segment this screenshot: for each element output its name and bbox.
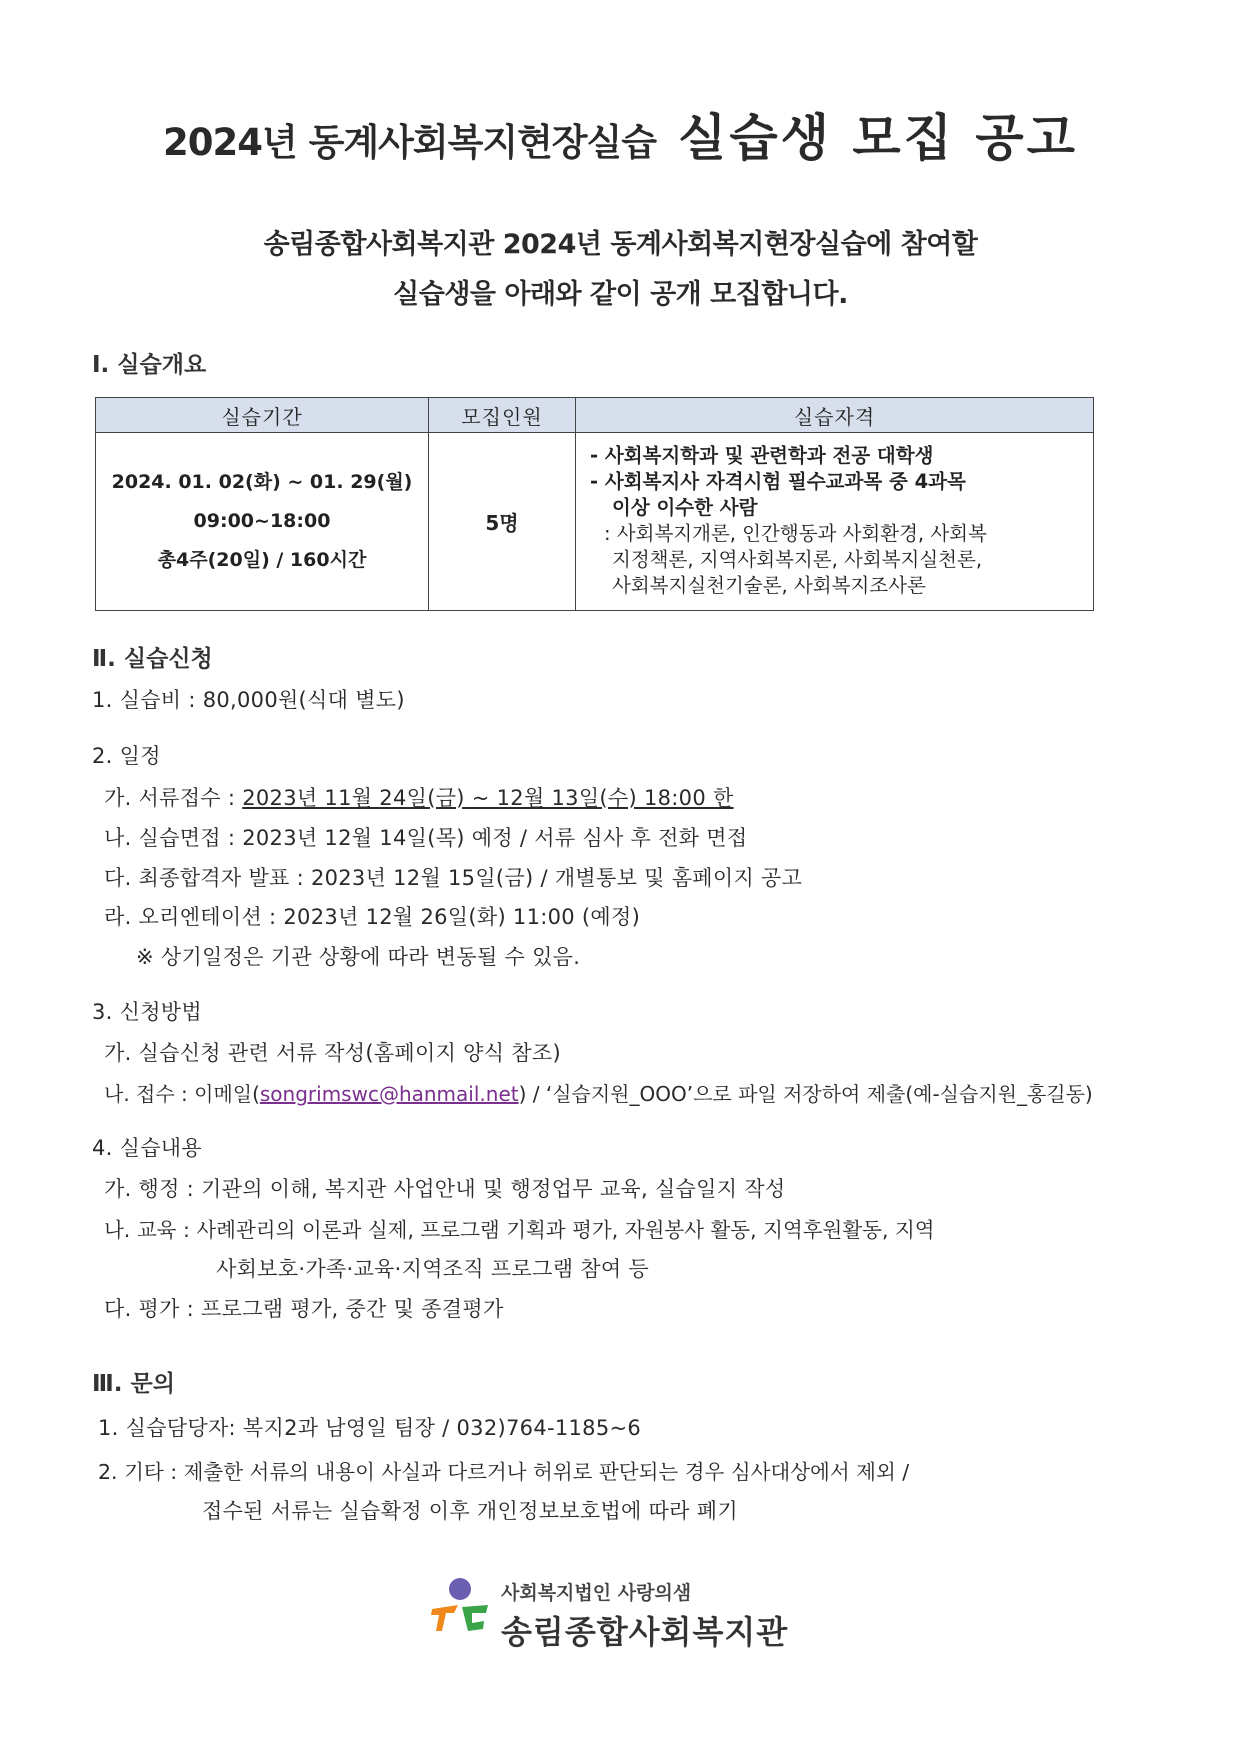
section-3-heading: Ⅲ. 문의	[92, 1371, 175, 1397]
intro-line-1: 송림종합사회복지관 2024년 동계사회복지현장실습에 참여할	[263, 229, 978, 260]
section-1-heading: Ⅰ. 실습개요	[92, 352, 207, 378]
logo-mark-icon	[428, 1575, 498, 1655]
logo-org-text: 사회복지법인 사랑의샘	[501, 1582, 692, 1604]
overview-table	[95, 397, 1094, 611]
section-2-heading: Ⅱ. 실습신청	[92, 646, 213, 672]
method-title: 3. 신청방법	[92, 1000, 202, 1024]
fee-line: 1. 실습비 : 80,000원(식대 별도)	[92, 688, 405, 712]
organization-logo	[428, 1575, 828, 1655]
content-evaluation: 다. 평가 : 프로그램 평가, 중간 및 종결평가	[104, 1297, 504, 1321]
content-administration: 가. 행정 : 기관의 이해, 복지관 사업안내 및 행정업무 교육, 실습일지 작성	[104, 1177, 786, 1201]
period-hours: 09:00~18:00	[193, 510, 331, 532]
qualification-item: 이상 이수한 사람	[612, 495, 758, 519]
contact-line: 1. 실습담당자: 복지2과 남영일 팀장 / 032)764-1185~6	[98, 1416, 642, 1440]
logo-name-text: 송림종합사회복지관	[501, 1613, 789, 1651]
title-part1: 2024년 동계사회복지현장실습	[163, 121, 657, 164]
header-period: 실습기간	[96, 398, 429, 433]
etc-line-1: 2. 기타 : 제출한 서류의 내용이 사실과 다르거나 허위로 판단되는 경우 심사대상에서 제외 /	[98, 1460, 910, 1484]
header-count: 모집인원	[429, 398, 576, 433]
method-b-label: 나. 접수 : 이메일(	[104, 1082, 260, 1106]
method-b-rest: ) / ‘실습지원_OOO’으로 파일 저장하여 제출(예-실습지원_홍길동)	[518, 1082, 1093, 1106]
period-cell	[96, 433, 429, 611]
qualification-item: - 사회복지사 자격시험 필수교과목 중 4과목	[590, 469, 966, 493]
title-part2: 실습생 모집 공고	[678, 109, 1078, 167]
method-documents: 가. 실습신청 관련 서류 작성(홈페이지 양식 참조)	[104, 1041, 561, 1065]
schedule-title: 2. 일정	[92, 744, 161, 768]
qualification-item: - 사회복지학과 및 관련학과 전공 대학생	[590, 443, 934, 467]
etc-line-2: 접수된 서류는 실습확정 이후 개인정보보호법에 따라 폐기	[202, 1499, 738, 1523]
schedule-a-label: 가. 서류접수 :	[104, 786, 243, 810]
intro-line-2: 실습생을 아래와 같이 공개 모집합니다.	[393, 279, 848, 310]
qualification-cell	[576, 433, 1094, 611]
qualification-item: 사회복지실천기술론, 사회복지조사론	[612, 573, 926, 597]
email-link[interactable]: songrimswc@hanmail.net	[259, 1082, 519, 1106]
schedule-document-receipt	[104, 782, 734, 812]
schedule-interview: 나. 실습면접 : 2023년 12월 14일(목) 예정 / 서류 심사 후 전화 면접	[104, 826, 748, 850]
method-submission	[104, 1078, 1093, 1107]
qualification-item: : 사회복지개론, 인간행동과 사회환경, 사회복	[604, 521, 987, 545]
schedule-note: ※ 상기일정은 기관 상황에 따라 변동될 수 있음.	[136, 945, 581, 969]
schedule-orientation: 라. 오리엔테이션 : 2023년 12월 26일(화) 11:00 (예정)	[104, 905, 641, 929]
content-education-cont: 사회보호·가족·교육·지역조직 프로그램 참여 등	[216, 1257, 649, 1281]
period-dates: 2024. 01. 02(화) ~ 01. 29(월)	[111, 471, 413, 493]
period-total: 총4주(20일) / 160시간	[157, 549, 367, 571]
content-education: 나. 교육 : 사례관리의 이론과 실제, 프로그램 기획과 평가, 자원봉사 활동, 지역후원활동, 지역	[104, 1218, 935, 1242]
qualification-item: 지정책론, 지역사회복지론, 사회복지실천론,	[612, 547, 983, 571]
schedule-a-value: 2023년 11월 24일(금) ~ 12월 13일(수) 18:00 한	[242, 786, 734, 810]
schedule-announcement: 다. 최종합격자 발표 : 2023년 12월 15일(금) / 개별통보 및 홈페이지 공고	[104, 866, 803, 890]
count-cell: 5명	[429, 433, 576, 611]
content-title: 4. 실습내용	[92, 1136, 202, 1160]
header-qualification: 실습자격	[576, 398, 1094, 433]
page-title	[0, 98, 1241, 170]
